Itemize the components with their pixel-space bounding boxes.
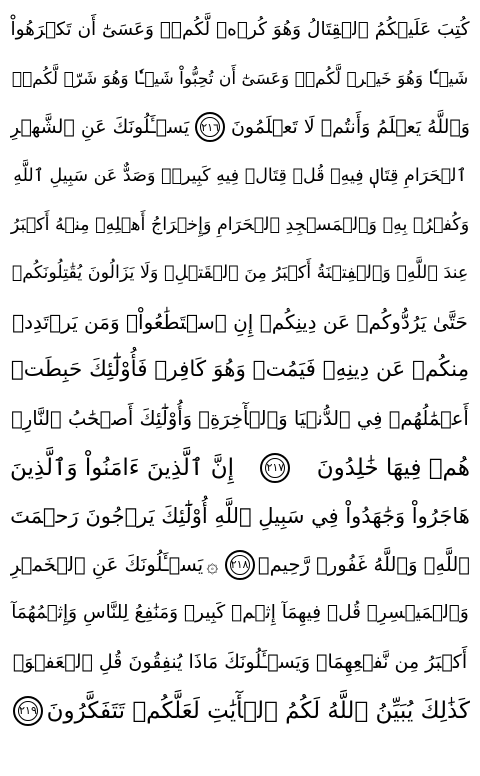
- verse-line: [10, 346, 470, 395]
- verse-text: يَسۡـَٔلُونَكَ عَنِ ٱلۡخَمۡرِ: [10, 552, 204, 576]
- ayah-number: ٢١٧: [266, 461, 285, 475]
- verse-line: [10, 395, 470, 444]
- verse-line: [10, 686, 470, 735]
- ayah-number-marker: [260, 453, 290, 483]
- verse-line: [10, 443, 470, 492]
- verse-line: [10, 6, 470, 55]
- verse-text: وَٱللَّهُ يَعۡلَمُ وَأَنتُمۡ لَا تَعۡلَمُونَ: [230, 116, 470, 139]
- verse-text: وَكُفۡرُۢ بِهِۦ وَٱلۡمَسۡجِدِ ٱلۡحَرَامِ وَإِخۡرَاجُ أَهۡلِهِۦ مِنۡهُ أَكۡبَرُ: [10, 214, 470, 235]
- ayah-number-marker: [13, 696, 43, 726]
- verse-text: شَيۡـٔٗا وَهُوَ خَيۡرٞ لَّكُمۡۖ وَعَسَىٰٓ أَن تُحِبُّواْ شَيۡـٔٗا وَهُوَ شَرّٞ لَّكُمۡۗ: [11, 68, 469, 89]
- verse-text: وَٱلۡمَيۡسِرِۖ قُلۡ فِيهِمَآ إِثۡمٞ كَبِيرٞ وَمَنَٰفِعُ لِلنَّاسِ وَإِثۡمُهُمَآ: [11, 602, 469, 624]
- ayah-number: ٢١٨: [230, 558, 249, 572]
- ayah-number: ٢١٦: [201, 120, 219, 134]
- verse-line: [10, 638, 470, 687]
- verse-text: عِندَ ٱللَّهِۚ وَٱلۡفِتۡنَةُ أَكۡبَرُ مِنَ ٱلۡقَتۡلِۗ وَلَا يَزَالُونَ يُقَٰتِلُونَكُمۡ: [11, 263, 469, 284]
- verse-line: [10, 55, 470, 104]
- verse-line: [10, 541, 470, 590]
- ayah-number-marker: [225, 550, 255, 580]
- verse-line: [10, 200, 470, 249]
- verse-line: [10, 152, 470, 201]
- verse-line: [10, 492, 470, 541]
- verse-text: كَذَٰلِكَ يُبَيِّنُ ٱللَّهُ لَكُمُ ٱلۡأٓيَٰتِ لَعَلَّكُمۡ تَتَفَكَّرُونَ: [46, 697, 470, 724]
- verse-text: أَعۡمَٰلُهُمۡ فِي ٱلدُّنۡيَا وَٱلۡأٓخِرَةِۖ وَأُوْلَٰٓئِكَ أَصۡحَٰبُ ٱلنَّارِۖ: [11, 407, 469, 431]
- hizb-marker-icon: ۞: [206, 552, 219, 577]
- verse-text: إِنَّ ٱلَّذِينَ ءَامَنُواْ وَٱلَّذِينَ: [10, 454, 234, 481]
- ayah-number-marker: [195, 112, 225, 142]
- verse-text: حَتَّىٰ يَرُدُّوكُمۡ عَن دِينِكُمۡ إِنِ ٱسۡتَطَٰعُواْۚ وَمَن يَرۡتَدِدۡ: [12, 309, 468, 334]
- verse-line: [10, 298, 470, 347]
- verse-line: [10, 249, 470, 298]
- verse-line: [10, 589, 470, 638]
- verse-text: أَكۡبَرُ مِن نَّفۡعِهِمَاۗ وَيَسۡـَٔلُونَكَ مَاذَا يُنفِقُونَ قُلِ ٱلۡعَفۡوَۗ: [12, 651, 468, 674]
- ayah-number: ٢١٩: [19, 704, 37, 718]
- verse-text: ٱللَّهِۚ وَٱللَّهُ غَفُورٞ رَّحِيمٞ: [257, 552, 470, 576]
- verse-text: يَسۡـَٔلُونَكَ عَنِ ٱلشَّهۡرِ: [10, 116, 190, 139]
- verse-text: ٱلۡحَرَامِ قِتَالٖ فِيهِۖ قُلۡ قِتَالٞ فِيهِ كَبِيرٞۚ وَصَدٌّ عَن سَبِيلِ ٱللَّهِ: [13, 166, 467, 187]
- verse-text: مِنكُمۡ عَن دِينِهِۦ فَيَمُتۡ وَهُوَ كَافِرٞ فَأُوْلَٰٓئِكَ حَبِطَتۡ: [10, 357, 470, 383]
- verse-text: كُتِبَ عَلَيۡكُمُ ٱلۡقِتَالُ وَهُوَ كُرۡهٞ لَّكُمۡۖ وَعَسَىٰٓ أَن تَكۡرَهُواْ: [10, 19, 470, 41]
- verse-text: هُمۡ فِيهَا خَٰلِدُونَ: [316, 454, 470, 481]
- verse-line: [10, 103, 470, 152]
- verse-text: هَاجَرُواْ وَجَٰهَدُواْ فِي سَبِيلِ ٱللَّهِ أُوْلَٰٓئِكَ يَرۡجُونَ رَحۡمَتَ: [10, 504, 470, 529]
